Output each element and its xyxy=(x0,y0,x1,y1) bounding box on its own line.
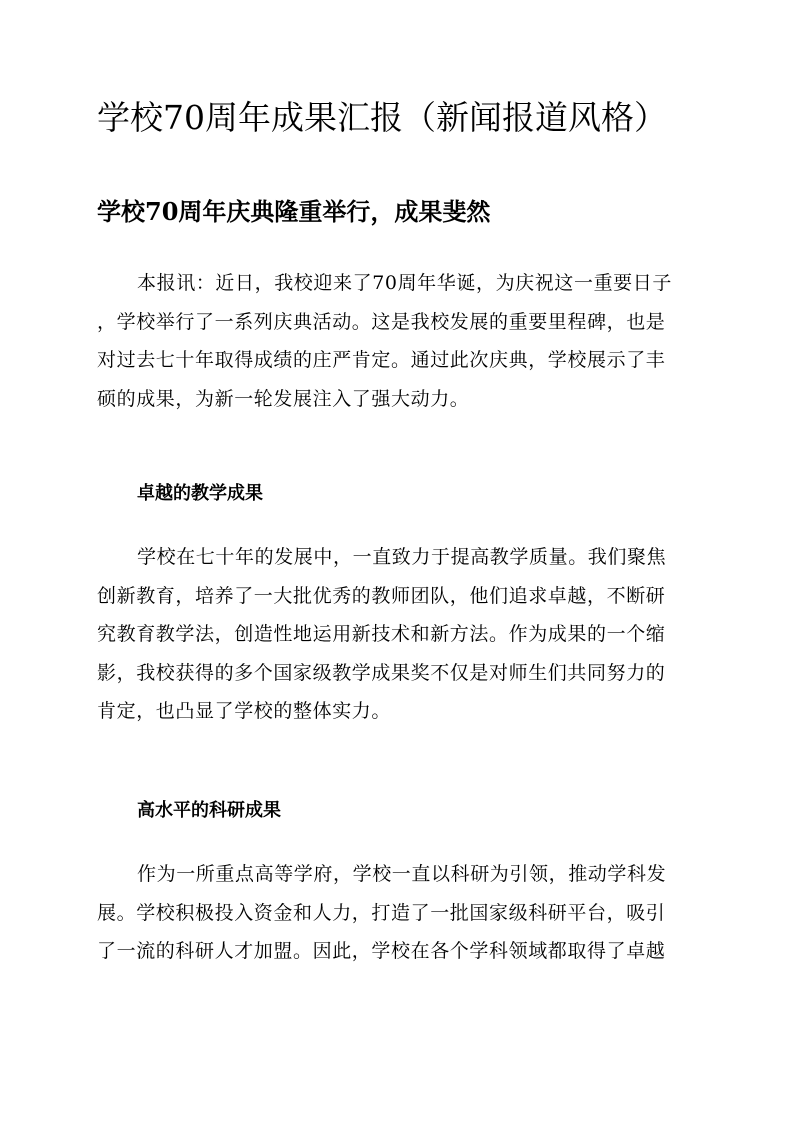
teaching-paragraph xyxy=(97,538,701,731)
news-headline: 学校70周年庆典隆重举行，成果斐然 xyxy=(97,197,491,226)
paragraph-line: 究教育教学法，创造性地运用新技术和新方法。作为成果的一个缩 xyxy=(97,623,666,645)
paragraph-line: 影，我校获得的多个国家级教学成果奖不仅是对师生们共同努力的 xyxy=(97,661,666,684)
paragraph-line: 对过去七十年取得成绩的庄严肯定。通过此次庆典，学校展示了丰 xyxy=(97,349,666,371)
research-paragraph xyxy=(97,855,701,971)
paragraph-line: 展。学校积极投入资金和人力，打造了一批国家级科研平台，吸引 xyxy=(97,901,666,924)
document-title: 学校70周年成果汇报（新闻报道风格） xyxy=(97,98,667,137)
paragraph-line: 了一流的科研人才加盟。因此，学校在各个学科领域都取得了卓越 xyxy=(97,940,666,962)
section-heading-teaching: 卓越的教学成果 xyxy=(137,483,263,504)
intro-paragraph xyxy=(97,264,701,418)
paragraph-line: 学校在七十年的发展中，一直致力于提高教学质量。我们聚焦 xyxy=(137,546,667,568)
paragraph-line: 作为一所重点高等学府，学校一直以科研为引领，推动学科发 xyxy=(137,863,667,885)
paragraph-line: 本报讯：近日，我校迎来了70周年华诞，为庆祝这一重要日子 xyxy=(137,272,672,294)
paragraph-line: 创新教育，培养了一大批优秀的教师团队，他们追求卓越，不断研 xyxy=(97,584,666,607)
section-heading-research: 高水平的科研成果 xyxy=(137,800,281,821)
paragraph-line: 肯定，也凸显了学校的整体实力。 xyxy=(97,700,392,722)
paragraph-line: ，学校举行了一系列庆典活动。这是我校发展的重要里程碑，也是 xyxy=(97,310,666,333)
paragraph-line: 硕的成果，为新一轮发展注入了强大动力。 xyxy=(97,387,470,410)
